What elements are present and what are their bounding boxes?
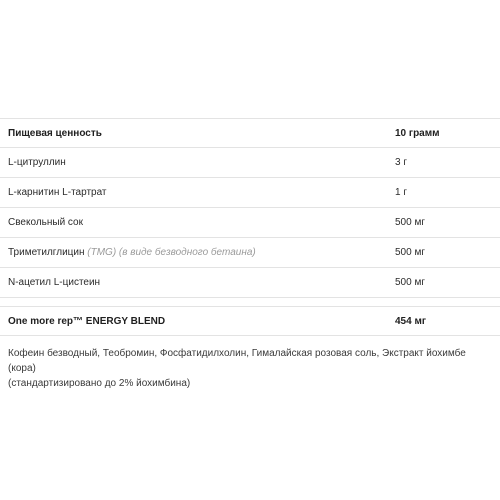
ingredient-amount: 1 г (395, 187, 407, 198)
ingredient-name: N-ацетил L-цистеин (8, 277, 101, 288)
table-row (0, 208, 500, 238)
blend-amount: 454 мг (395, 315, 427, 327)
table-header-row (0, 118, 500, 148)
blend-description (0, 336, 500, 391)
table-row (0, 178, 500, 208)
header-name-cell: Пищевая ценность (8, 127, 102, 139)
nutrition-table (0, 118, 500, 391)
table-row (0, 268, 500, 298)
ingredient-name: L-карнитин L-тартрат (8, 187, 107, 198)
ingredient-name-with-note (0, 247, 383, 258)
ingredient-note: (TMG) (в виде безводного бетаина) (87, 247, 256, 258)
ingredient-amount: 500 мг (395, 247, 425, 258)
table-spacer (0, 298, 500, 306)
ingredient-amount: 3 г (395, 157, 407, 168)
ingredient-amount: 500 мг (395, 217, 425, 228)
table-row (0, 148, 500, 178)
ingredient-name: Свекольный сок (8, 217, 83, 228)
header-value-cell: 10 грамм (395, 127, 440, 139)
ingredient-name: Триметилглицин (8, 247, 88, 258)
blend-row (0, 306, 500, 336)
blend-name: One more rep™ ENERGY BLEND (8, 315, 166, 327)
ingredient-amount: 500 мг (395, 277, 425, 288)
ingredient-name: L-цитруллин (8, 157, 66, 168)
blend-description-line: (стандартизировано до 2% йохимбина) (8, 378, 191, 389)
table-row (0, 238, 500, 268)
blend-description-line: Кофеин безводный, Теобромин, Фосфатидилхолин, Гималайская розовая соль, Экстракт йохимбе (кора) (8, 348, 466, 374)
